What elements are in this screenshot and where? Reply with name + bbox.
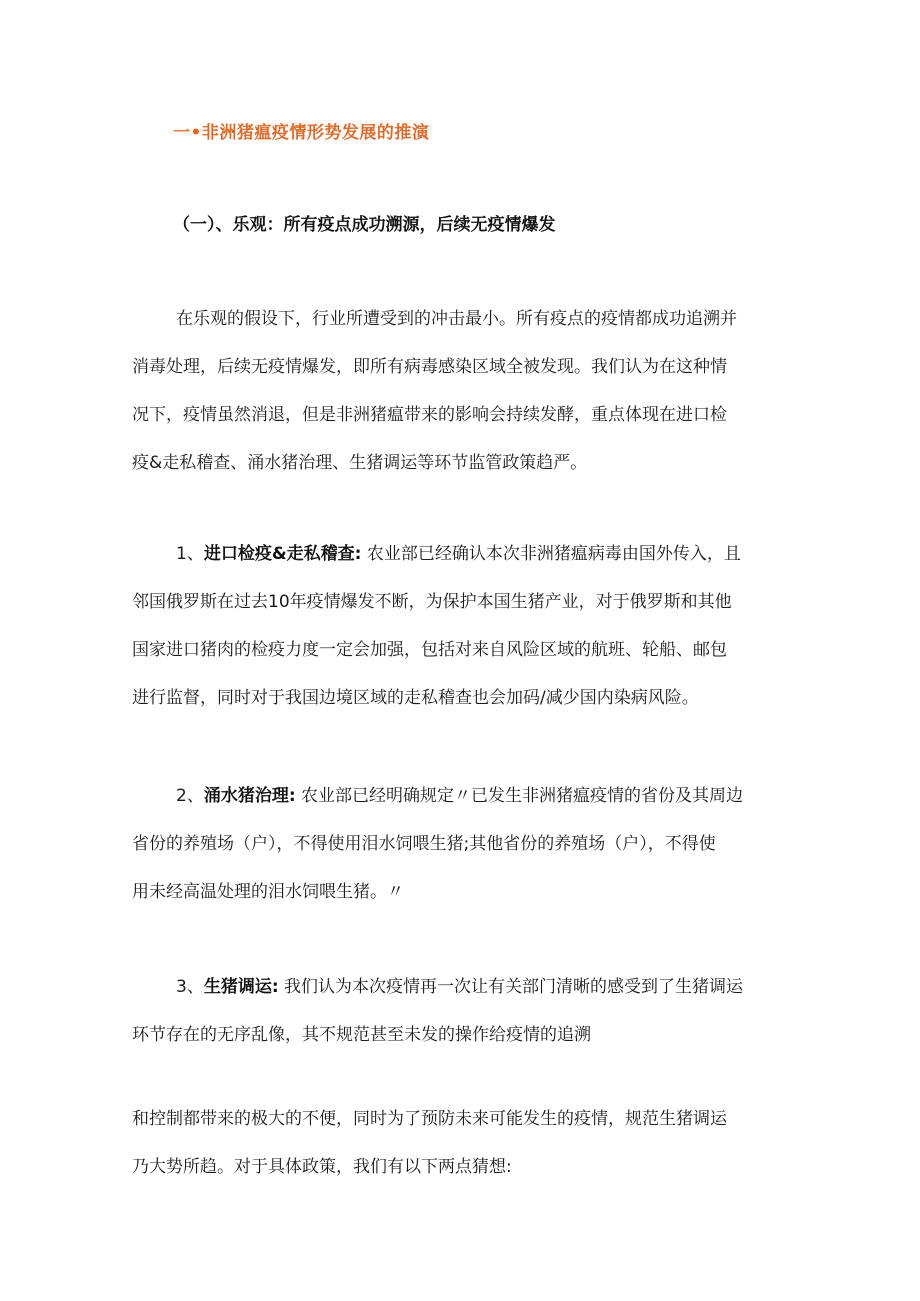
- item-prefix: 2、: [176, 786, 204, 806]
- paragraph-line: 国家进口猪肉的检疫力度一定会加强，包括对来自风险区域的航班、轮船、邮包: [132, 640, 727, 660]
- paragraph-line: 疫&走私稽查、涌水猪治理、生猪调运等环节监管政策趋严。: [132, 453, 588, 473]
- item-text: 农业部已经确认本次非洲猪瘟病毒由国外传入，且: [361, 544, 741, 564]
- paragraph-line: 和控制都带来的极大的不便，同时为了预防未来可能发生的疫情，规范生猪调运: [132, 1109, 727, 1129]
- item-import-quarantine: [132, 530, 802, 722]
- item-label: 涌水猪治理:: [203, 786, 296, 806]
- continuation-paragraph: [132, 1095, 802, 1191]
- paragraph-line: 用未经高温处理的泪水饲喂生猪。〃: [132, 882, 404, 902]
- paragraph-line: 邻国俄罗斯在过去10年疫情爆发不断，为保护本国生猪产业，对于俄罗斯和其他: [132, 592, 732, 612]
- item-pig-transport: [132, 963, 802, 1059]
- paragraph-line: [132, 963, 802, 1011]
- item-prefix: 1、: [176, 544, 204, 564]
- paragraph-line: 消毒处理，后续无疫情爆发，即所有病毒感染区域全被发现。我们认为在这种情: [132, 357, 727, 377]
- item-swill-pig-control: [132, 772, 802, 916]
- item-prefix: 3、: [176, 977, 204, 997]
- paragraph-line: [132, 530, 802, 578]
- paragraph-line: 在乐观的假设下，行业所遭受到的冲击最小。所有疫点的疫情都成功追溯并: [176, 309, 737, 329]
- item-text: 我们认为本次疫情再一次让有关部门清晰的感受到了生猪调运: [278, 977, 744, 997]
- intro-paragraph: [132, 295, 802, 487]
- item-label: 进口检疫&走私稽查:: [203, 544, 362, 564]
- item-text: 农业部已经明确规定〃已发生非洲猪瘟疫情的省份及其周边: [295, 786, 744, 806]
- section-heading: 一•非洲猪瘟疫情形势发展的推演: [173, 123, 430, 143]
- paragraph-line: 乃大势所趋。对于具体政策，我们有以下两点猜想:: [132, 1157, 512, 1177]
- paragraph-line: 环节存在的无序乱像，其不规范甚至未发的操作给疫情的追溯: [132, 1025, 591, 1045]
- paragraph-line: [132, 772, 802, 820]
- paragraph-line: 省份的养殖场（户），不得使用泪水饲喂生猪;其他省份的养殖场（户），不得使: [132, 834, 716, 854]
- paragraph-line: 况下，疫情虽然消退，但是非洲猪瘟带来的影响会持续发酵，重点体现在进口检: [132, 405, 727, 425]
- item-label: 生猪调运:: [203, 977, 279, 997]
- subsection-heading: （一）、乐观：所有疫点成功溯源，后续无疫情爆发: [173, 215, 556, 235]
- paragraph-line: 进行监督，同时对于我国边境区域的走私稽查也会加码/减少国内染病风险。: [132, 688, 699, 708]
